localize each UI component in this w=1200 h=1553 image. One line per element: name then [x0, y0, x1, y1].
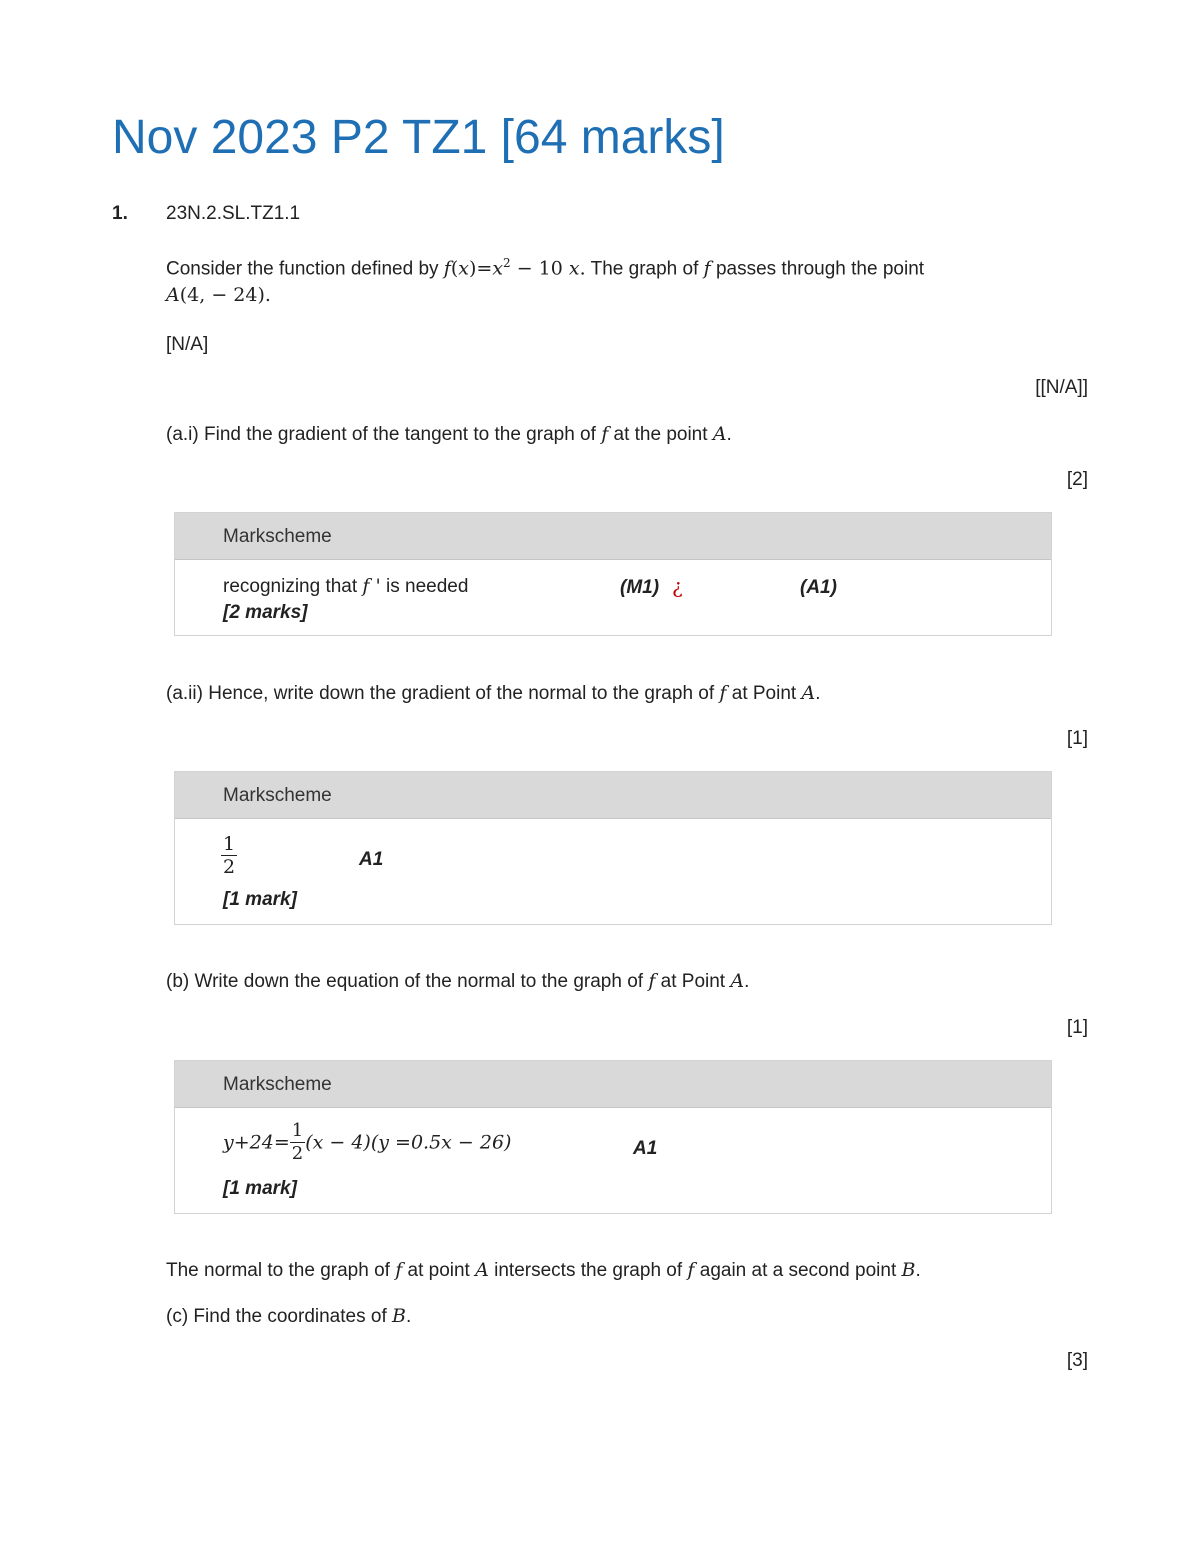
point-a: A [801, 682, 816, 704]
part-c-marks: [3] [1066, 1350, 1088, 1371]
function-f: f [687, 1259, 695, 1281]
page-title: Nov 2023 P2 TZ1 [64 marks] [112, 111, 725, 164]
ms1-total: [2 marks] [223, 602, 308, 623]
ms2-fraction [221, 833, 237, 878]
ms1-mark-m1: (M1) [620, 577, 660, 598]
fraction-numerator: 1 [291, 1120, 304, 1141]
period: . [815, 683, 821, 704]
para-c-text-d: again at a second point [694, 1260, 902, 1281]
function-f: f [395, 1259, 403, 1281]
part-ai-question [166, 421, 732, 448]
ms3-equation [223, 1120, 511, 1165]
ms1-mark-a1: (A1) [800, 577, 837, 598]
markscheme-box-aii [174, 771, 1052, 925]
ms1-text-a: recognizing that [223, 576, 363, 597]
function-f: f [648, 970, 656, 992]
fraction-numerator: 1 [223, 833, 236, 855]
part-ai-marks: [2] [1066, 469, 1088, 490]
period: . [726, 424, 732, 445]
prime: ' [369, 575, 381, 597]
para-c-text-a: The normal to the graph of [166, 1260, 396, 1281]
question-number: 1. [112, 203, 128, 224]
part-ai-text-a: (a.i) Find the gradient of the tangent to the graph of [166, 424, 602, 445]
point-a-coords: (4, − 24) [179, 284, 265, 306]
function-f: f [601, 423, 609, 445]
function-f: f [362, 575, 370, 597]
part-aii-question [166, 680, 820, 707]
ms3-mark-a1: A1 [633, 1138, 658, 1159]
part-ai-text-b: at the point [608, 424, 713, 445]
point-a: A [712, 423, 727, 445]
para-c-text-b: at point [402, 1260, 476, 1281]
equation-left: y+24= [223, 1131, 290, 1154]
period: . [915, 1260, 921, 1281]
period: . [264, 284, 271, 306]
period: . [579, 257, 586, 280]
intro-line-1 [166, 250, 924, 282]
part-aii-text-a: (a.ii) Hence, write down the gradient of the normal to the graph of [166, 683, 720, 704]
ms2-mark-a1: A1 [359, 849, 384, 870]
intro-line-2 [166, 282, 271, 309]
fraction-denominator: 2 [223, 856, 236, 878]
point-a: A [166, 284, 180, 306]
part-b-text-a: (b) Write down the equation of the normal to the graph of [166, 971, 649, 992]
point-b: B [392, 1305, 406, 1327]
paren-equals: )= [468, 257, 493, 280]
question-code: 23N.2.SL.TZ1.1 [166, 203, 301, 224]
function-f: f [443, 257, 451, 280]
ms1-text-b: is needed [380, 576, 469, 597]
point-a: A [475, 1259, 489, 1281]
markscheme-box-b [174, 1060, 1052, 1214]
paren: ( [450, 257, 459, 280]
part-c-question [166, 1303, 411, 1330]
markscheme-header: Markscheme [175, 772, 1051, 819]
intro-text-a: Consider the function defined by [166, 258, 444, 280]
part-aii-marks: [1] [1066, 728, 1088, 749]
part-b-marks: [1] [1066, 1017, 1088, 1038]
ms1-symbol: ¿ [672, 574, 683, 598]
markscheme-header: Markscheme [175, 513, 1051, 560]
equation-right: (x − 4)(y =0.5x − 26) [305, 1131, 512, 1154]
fraction-denominator: 2 [291, 1143, 304, 1164]
part-b-text-b: at Point [655, 971, 731, 992]
period: . [744, 971, 750, 992]
markscheme-box-ai [174, 512, 1052, 636]
minus-ten: − 10 [510, 257, 569, 280]
para-c-text-c: intersects the graph of [488, 1260, 688, 1281]
point-a: A [730, 970, 745, 992]
part-c-intro [166, 1257, 921, 1284]
ms2-total: [1 mark] [223, 889, 297, 910]
ms3-total: [1 mark] [223, 1178, 297, 1199]
part-b-question [166, 968, 749, 995]
ms1-line [223, 573, 468, 600]
intro-text-c: passes through the point [710, 258, 925, 280]
point-b: B [901, 1259, 916, 1281]
var-x: x [568, 257, 580, 280]
na-label: [N/A] [166, 334, 209, 355]
exponent: 2 [503, 256, 511, 270]
part-aii-text-b: at Point [726, 683, 802, 704]
var-x: x [492, 257, 504, 280]
intro-text-b: The graph of [585, 258, 704, 280]
var-x: x [458, 257, 469, 280]
na-marks: [[N/A]] [1035, 377, 1088, 398]
function-f: f [719, 682, 727, 704]
markscheme-header: Markscheme [175, 1061, 1051, 1108]
period: . [405, 1306, 412, 1327]
function-f: f [703, 257, 711, 280]
part-c-text-a: (c) Find the coordinates of [166, 1306, 392, 1327]
